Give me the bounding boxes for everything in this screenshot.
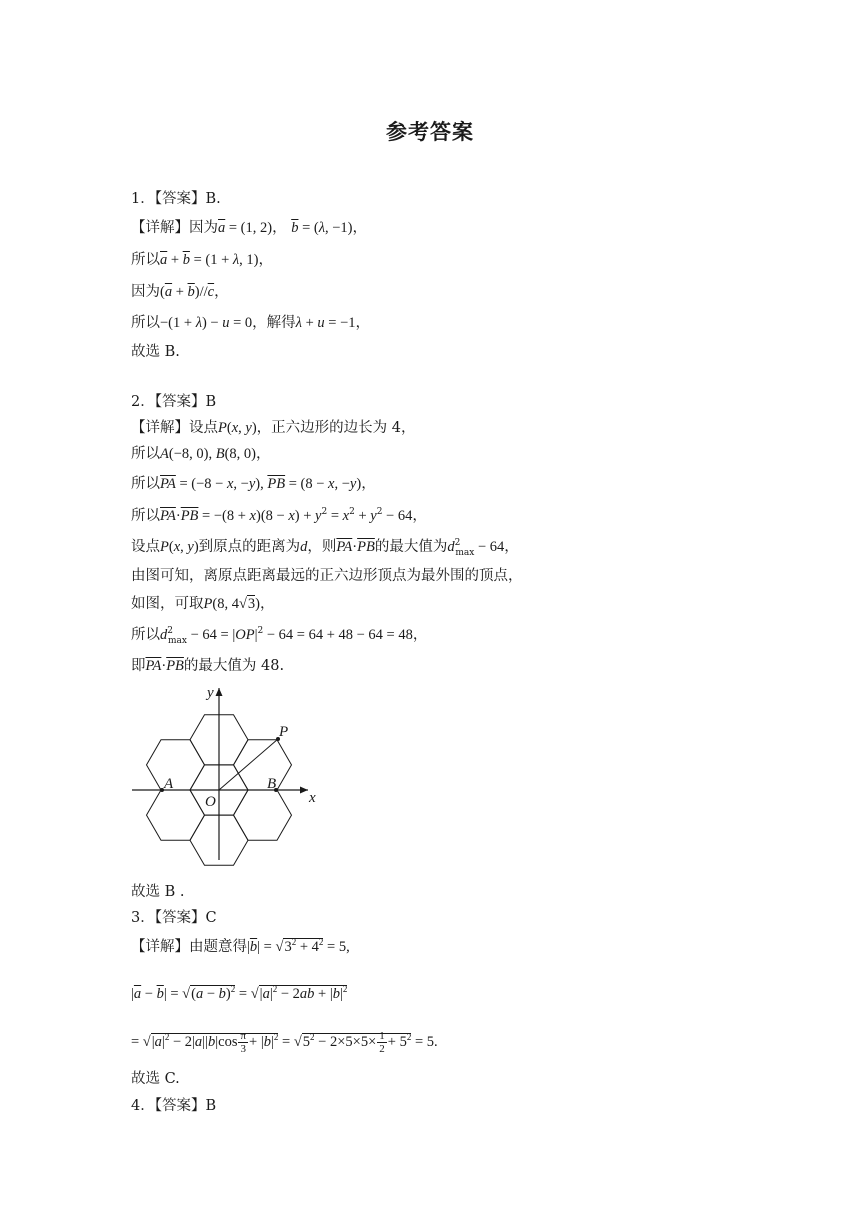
y-axis-arrow — [216, 688, 223, 696]
hexagon-5 — [147, 740, 205, 790]
label-o: O — [205, 794, 216, 810]
x-axis-arrow — [300, 787, 308, 794]
q2-line-vectors: 所以$\overline{PA} = (-8 - x$, −y), $\overline{PB} = (8 - x$, −y)， — [131, 476, 376, 492]
page-title: 参考答案 — [386, 120, 474, 144]
label-b: B — [267, 776, 277, 792]
q3-detail-line: 【详解】由题意得$|\overline{b}| = √3^2 + 4^2 = 5$, — [131, 937, 350, 955]
q1-line-parallel: 因为$(\overline{a} + \overline{b})//\overline{c}$， — [131, 284, 229, 300]
hexagon-7 — [147, 790, 205, 840]
q2-detail-line: 【详解】设点P(x, y)，正六边形的边长为 4， — [131, 420, 416, 436]
q1-line-solve: 所以−(1 + λ) − u = 0，解得λ + u = −1， — [131, 315, 370, 331]
q2-line-compute: 所以$d^2_{max} - 64 = |OP|^2 - 64 = 64 + 48 - 64 = 48$， — [131, 626, 428, 646]
hexagon-figure — [128, 684, 328, 866]
label-p: P — [279, 724, 289, 740]
q1-answer: 1．【答案】B. — [131, 191, 221, 207]
q3-line-norm: $|\overline{a} - \overline{b}| = √(\overline{a} - \overline{b})^2 = √|\overline{a}|^2 - 2\overline{a}\overline{b} + |\overline{b}|^2$ — [131, 984, 348, 1002]
q2-line-points: 所以A(−8, 0), B(8, 0)， — [131, 446, 271, 462]
q4-answer: 4．【答案】B — [131, 1098, 217, 1114]
label-x: x — [309, 790, 316, 806]
q3-answer: 3．【答案】C — [131, 910, 217, 926]
q2-conclusion: 故选 B . — [131, 884, 185, 900]
q2-line-figure-note: 由图可知，离原点距离最远的正六边形顶点为最外围的顶点， — [131, 568, 523, 584]
q1-conclusion: 故选 B. — [131, 344, 180, 360]
label-a: A — [164, 776, 174, 792]
q2-line-choose-p: 如图，可取P(8, 4√3)， — [131, 596, 275, 612]
hexagon-4 — [234, 740, 292, 790]
q3-line-compute: = $√|\overline{a}|^2 - 2|\overline{a}||\overline{b}|\cos$ $\frac{\pi}{3}$ + $|\overline{b}|^2 = √5^2 - 2\times 5\times 5\times$ $\frac{1}{2}$ + $5^2 = 5$. — [131, 1030, 438, 1055]
q2-line-result: 即$\overline{PA}\cdot\overline{PB}$的最大值为 48. — [131, 658, 285, 674]
label-y: y — [207, 685, 214, 701]
q3-conclusion: 故选 C. — [131, 1071, 180, 1087]
q2-answer: 2．【答案】B — [131, 394, 217, 410]
q2-line-distance: 设点P(x, y)到原点的距离为d，则$\overline{PA}\cdot\overline{PB}$的最大值为$d^2_{max} - 64$， — [131, 538, 519, 558]
q2-line-dot: 所以$\overline{PA}\cdot\overline{PB} = -(8 + x)(8 - x) + y^2 = x^2 + y^2 - 64$， — [131, 507, 427, 524]
q1-line-sum: 所以$\overline{a} + \overline{b} = (1 + \lambda$, 1)， — [131, 252, 273, 268]
q1-detail-line: 【详解】因为$\overline{a} = (1$, 2)， $\overline{b} = (\lambda$, −1)， — [131, 220, 368, 236]
hexagon-6 — [234, 790, 292, 840]
